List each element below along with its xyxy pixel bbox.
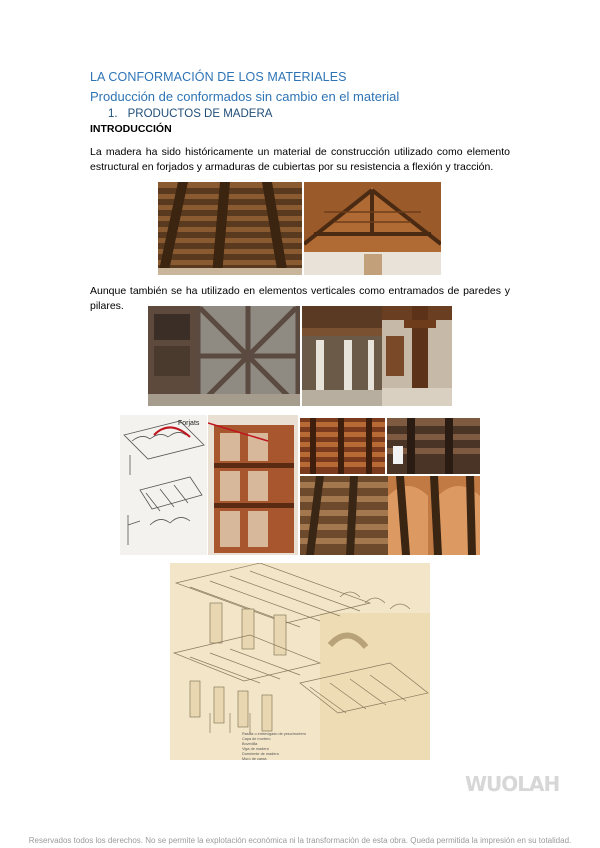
photo-vault-beams	[388, 476, 480, 555]
copyright-footer: Reservados todos los derechos. No se permite la explotación económica ni la transformación de esta obra. Queda permitida la impresión en su totalidad.	[28, 836, 572, 845]
photo-gallery-pillars	[302, 306, 382, 406]
section-heading	[108, 108, 272, 120]
legend-line-1: Rasilla o entrevigado de yeso/mortero	[242, 732, 306, 736]
photo-roof-truss	[304, 182, 441, 275]
axonometric-floor-drawing	[170, 563, 430, 760]
vertical-elements-paragraph: Aunque también se ha utilizado en elementos verticales como entramados de paredes y pilares.	[90, 285, 510, 312]
section-title: PRODUCTOS DE MADERA	[127, 108, 273, 120]
wuolah-watermark-logo: WUOLAH	[465, 772, 560, 796]
photo-wooden-pillar	[382, 306, 452, 406]
document-heading: LA CONFORMACIÓN DE LOS MATERIALES	[90, 70, 347, 84]
legend-line-3: Bovedilla	[242, 742, 258, 746]
photo-joist-ceiling	[300, 476, 388, 555]
legend-line-4: Viga de madera	[242, 747, 269, 751]
photo-beam-ceiling	[387, 418, 480, 474]
legend-line-6: Muro de carga	[242, 757, 267, 760]
section-number: 1.	[108, 108, 118, 120]
legend-line-5: Durmiente de madera	[242, 752, 279, 756]
photo-building-section	[208, 415, 298, 555]
diagram-label: Forjats	[178, 420, 200, 427]
photo-painted-ceiling	[300, 418, 385, 474]
photo-timber-frame-wall	[148, 306, 300, 406]
photo-wooden-floor-ceiling	[158, 182, 302, 275]
sketch-floor-structure	[120, 415, 207, 555]
intro-paragraph: La madera ha sido históricamente un material de construcción utilizado como elemento estructural en forjados y armaduras de cubiertas por su resistencia a flexión y tracción.	[90, 146, 510, 173]
document-subheading: Producción de conformados sin cambio en el material	[90, 89, 400, 104]
subsection-heading: INTRODUCCIÓN	[90, 123, 172, 135]
legend-line-2: Capa de mortero	[242, 737, 271, 741]
